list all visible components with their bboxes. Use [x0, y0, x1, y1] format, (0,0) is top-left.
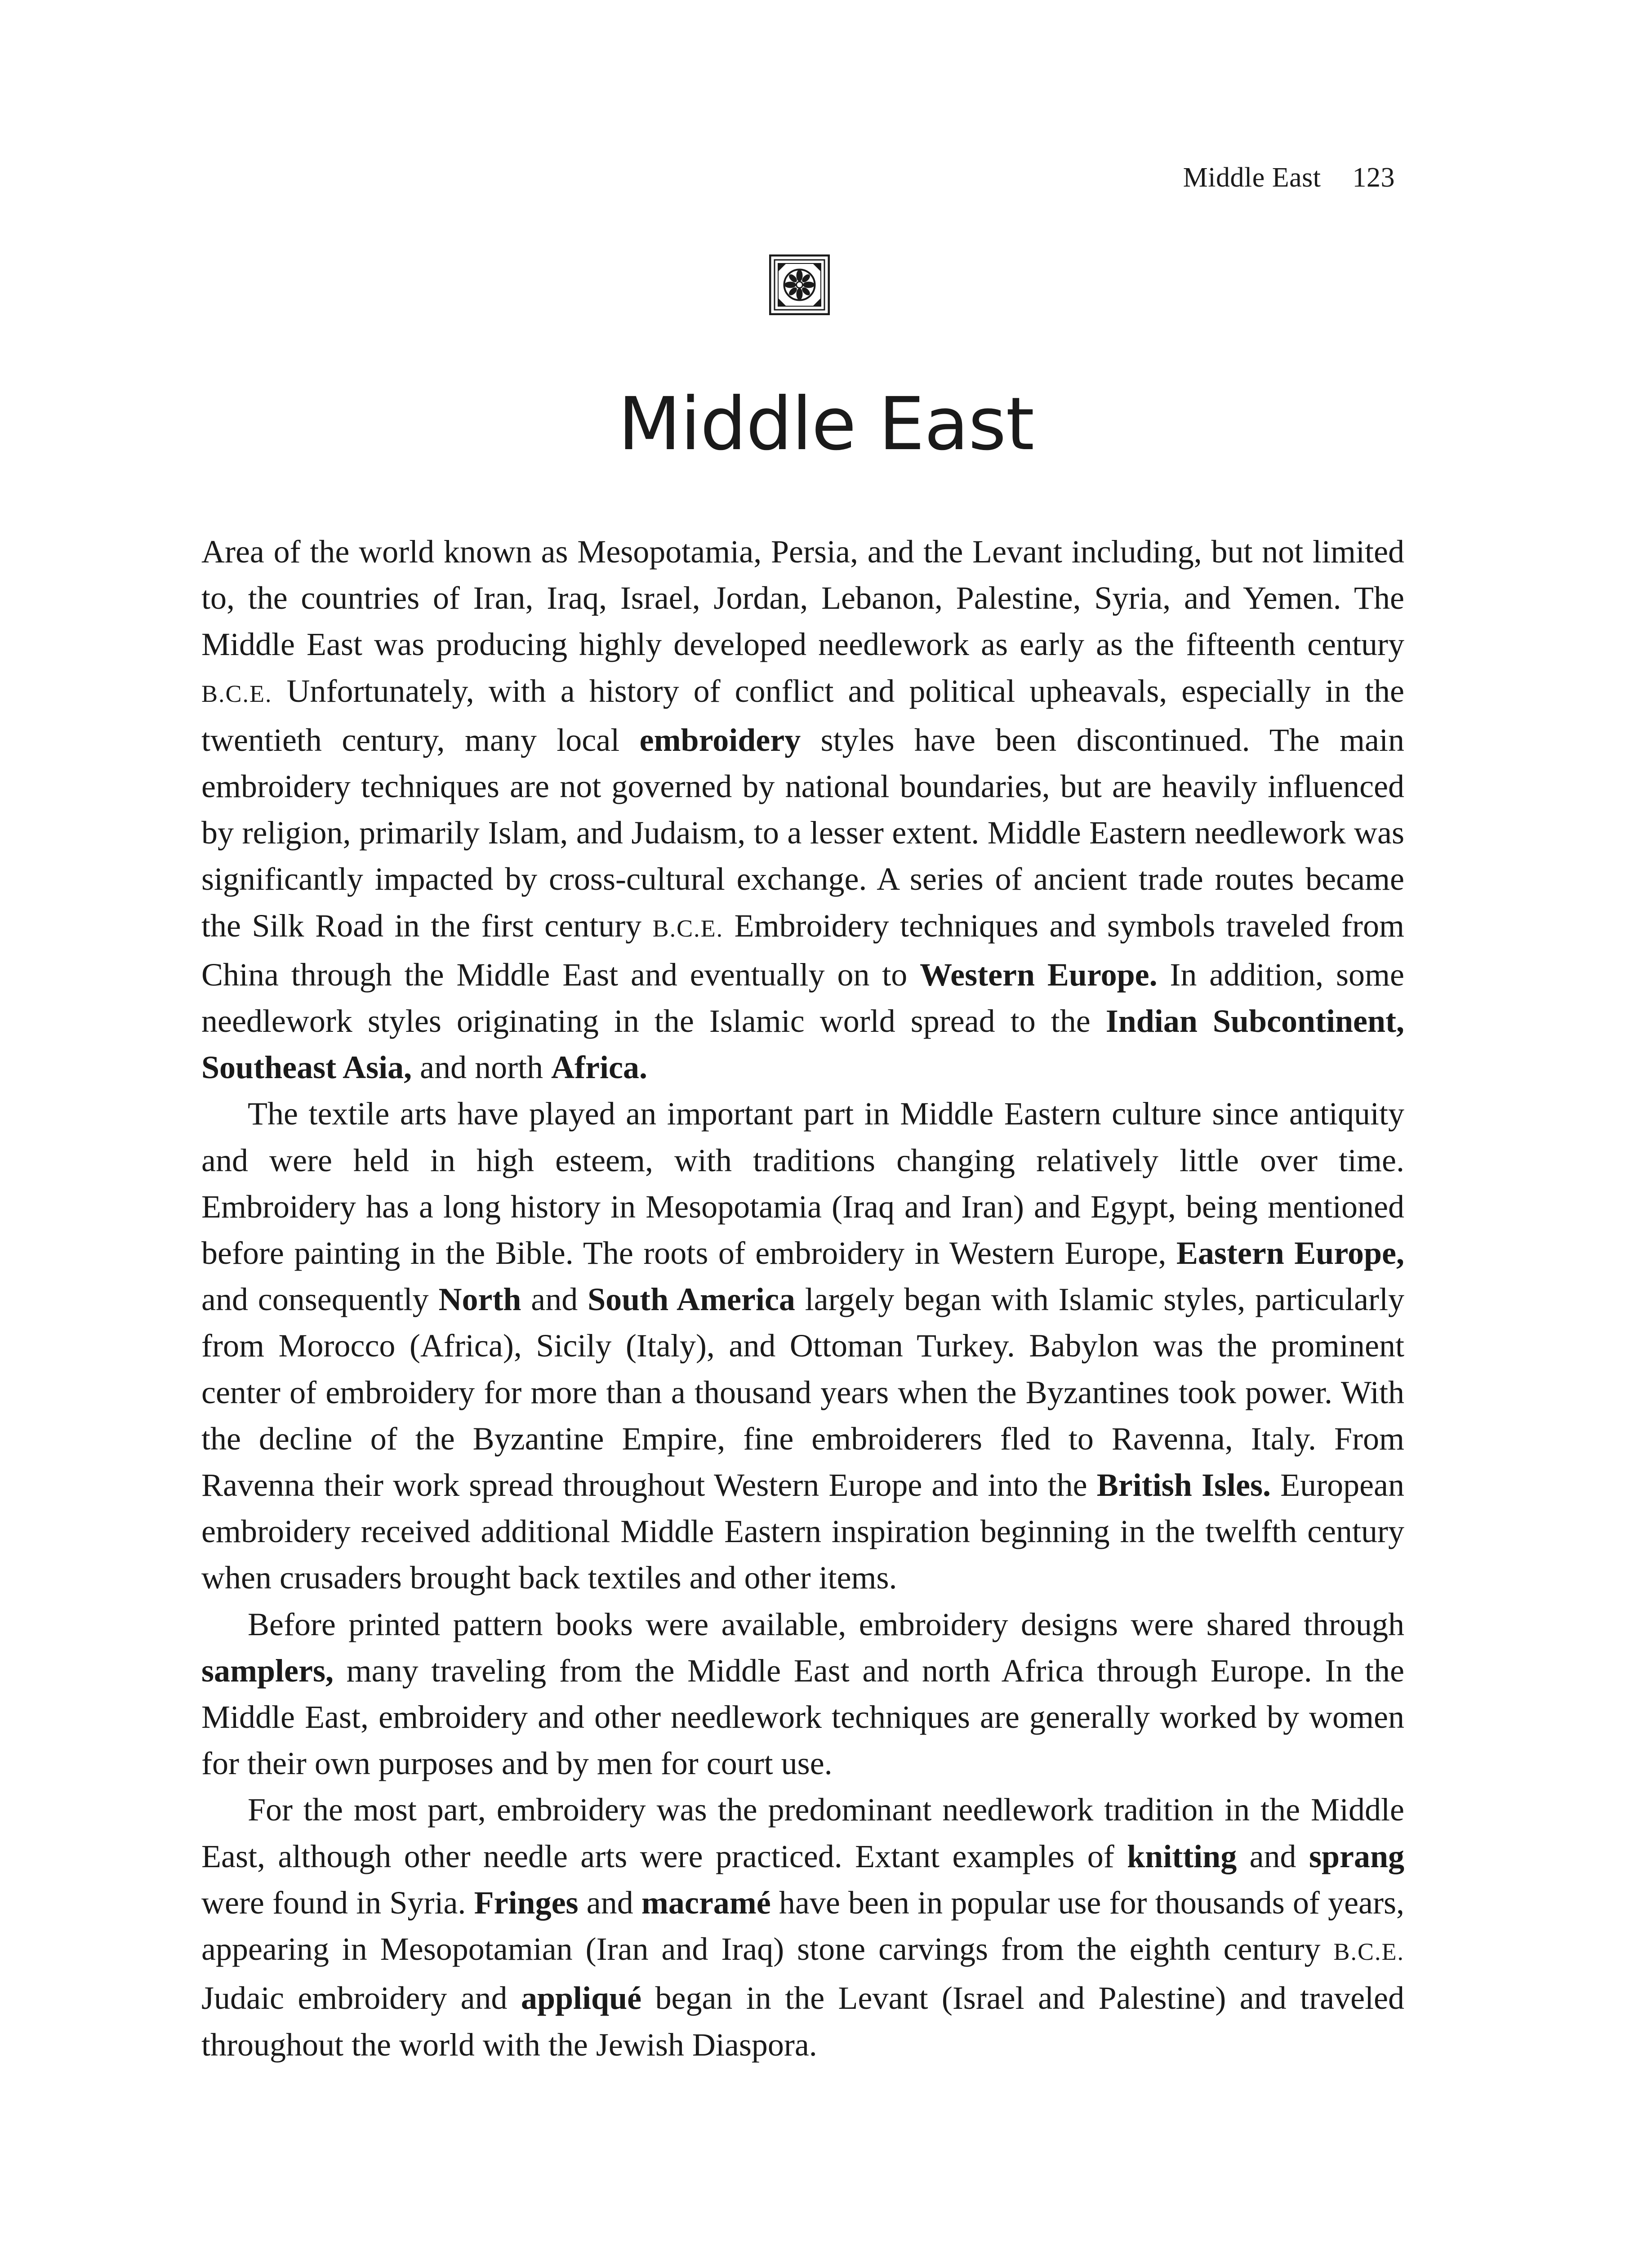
bold-term: Western Europe. [920, 956, 1158, 993]
small-caps-era: B.C.E. [652, 914, 724, 942]
text-run: and consequently [201, 1281, 439, 1318]
small-caps-era: B.C.E. [201, 680, 272, 707]
body-text [201, 529, 1404, 2068]
bold-term: Indian Subcontinent, Southeast Asia, [201, 1003, 1404, 1086]
text-run: styles have been discontinued. The main embroidery techniques are not governed by national boundaries, but are heavily influenced by religion, primarily Islam, and Judaism, to a lesser extent. Middle Eastern needlework was significantly impacted by cross-cultural exchange. A series of ancient trade routes became the Silk Road in the first century [201, 722, 1404, 944]
bold-term: British Isles. [1096, 1467, 1271, 1503]
bold-term: Fringes [474, 1884, 579, 1921]
text-run: European embroidery received additional Middle Eastern inspiration beginning in the twelfth century when crusaders brought back textiles and other items. [201, 1467, 1404, 1596]
text-run: For the most part, embroidery was the predominant needlework tradition in the Middle East, although other needle arts were practiced. Extant examples of [201, 1792, 1404, 1874]
bold-term: North [438, 1281, 521, 1318]
page-number: 123 [1352, 162, 1395, 193]
running-head [1183, 162, 1395, 194]
text-run: and [1237, 1838, 1309, 1874]
bold-term: Africa. [551, 1049, 647, 1086]
paragraph [201, 1787, 1404, 2068]
text-run: and [521, 1281, 588, 1318]
text-run: In addition, some needlework styles originating in the Islamic world spread to the [201, 956, 1404, 1039]
text-run: largely began with Islamic styles, particularly from Morocco (Africa), Sicily (Italy), and Ottoman Turkey. Babylon was the prominent center of embroidery for more than a thousand years when the Byzantines took power. With the decline of the Byzantine Empire, fine embroiderers fled to Ravenna, Italy. From Ravenna their work spread throughout Western Europe and into the [201, 1281, 1405, 1503]
small-caps-era: B.C.E. [1333, 1938, 1404, 1966]
bold-term: Eastern Europe, [1176, 1235, 1404, 1271]
text-run: Judaic embroidery and [201, 1980, 521, 2016]
bold-term: South America [588, 1281, 795, 1318]
chapter-title: Middle East [618, 382, 1034, 467]
bold-term: knitting [1127, 1838, 1237, 1874]
text-run: have been in popular use for thousands of years, appearing in Mesopotamian (Iran and Iraq) stone carvings from the eighth century [201, 1884, 1404, 1967]
bold-term: appliqué [521, 1980, 642, 2016]
text-run: Area of the world known as Mesopotamia, Persia, and the Levant including, but not limited to, the countries of Iran, Iraq, Israel, Jordan, Lebanon, Palestine, Syria, and Yemen. The Middle East was producing highly developed needlework as early as the fifteenth century [201, 534, 1404, 663]
bold-term: macramé [641, 1884, 771, 1921]
text-run: were found in Syria. [201, 1884, 474, 1921]
bold-term: samplers, [201, 1652, 334, 1689]
text-run: and [578, 1884, 641, 1921]
text-run: Embroidery techniques and symbols traveled from China through the Middle East and eventually on to [201, 907, 1404, 993]
text-run: and north [412, 1049, 552, 1086]
paragraph [201, 1091, 1404, 1601]
running-head-section: Middle East [1183, 162, 1321, 193]
paragraph [201, 529, 1404, 1091]
text-run: many traveling from the Middle East and north Africa through Europe. In the Middle East, embroidery and other needlework techniques are generally worked by women for their own purposes and by men for court use. [201, 1652, 1404, 1782]
floral-square-ornament-icon [769, 254, 830, 315]
text-run: The textile arts have played an important part in Middle Eastern culture since antiquity and were held in high esteem, with traditions changing relatively little over time. Embroidery has a long history in Mesopotamia (Iraq and Iran) and Egypt, being mentioned before painting in the Bible. The roots of embroidery in Western Europe, [201, 1096, 1404, 1271]
text-run: Unfortunately, with a history of conflict and political upheavals, especially in the twentieth century, many local [201, 673, 1404, 758]
bold-term: sprang [1309, 1838, 1404, 1874]
paragraph [201, 1601, 1404, 1787]
text-run: began in the Levant (Israel and Palestine) and traveled throughout the world with the Jewish Diaspora. [201, 1980, 1404, 2063]
text-run: Before printed pattern books were available, embroidery designs were shared through [248, 1606, 1404, 1642]
bold-term: embroidery [639, 722, 801, 758]
